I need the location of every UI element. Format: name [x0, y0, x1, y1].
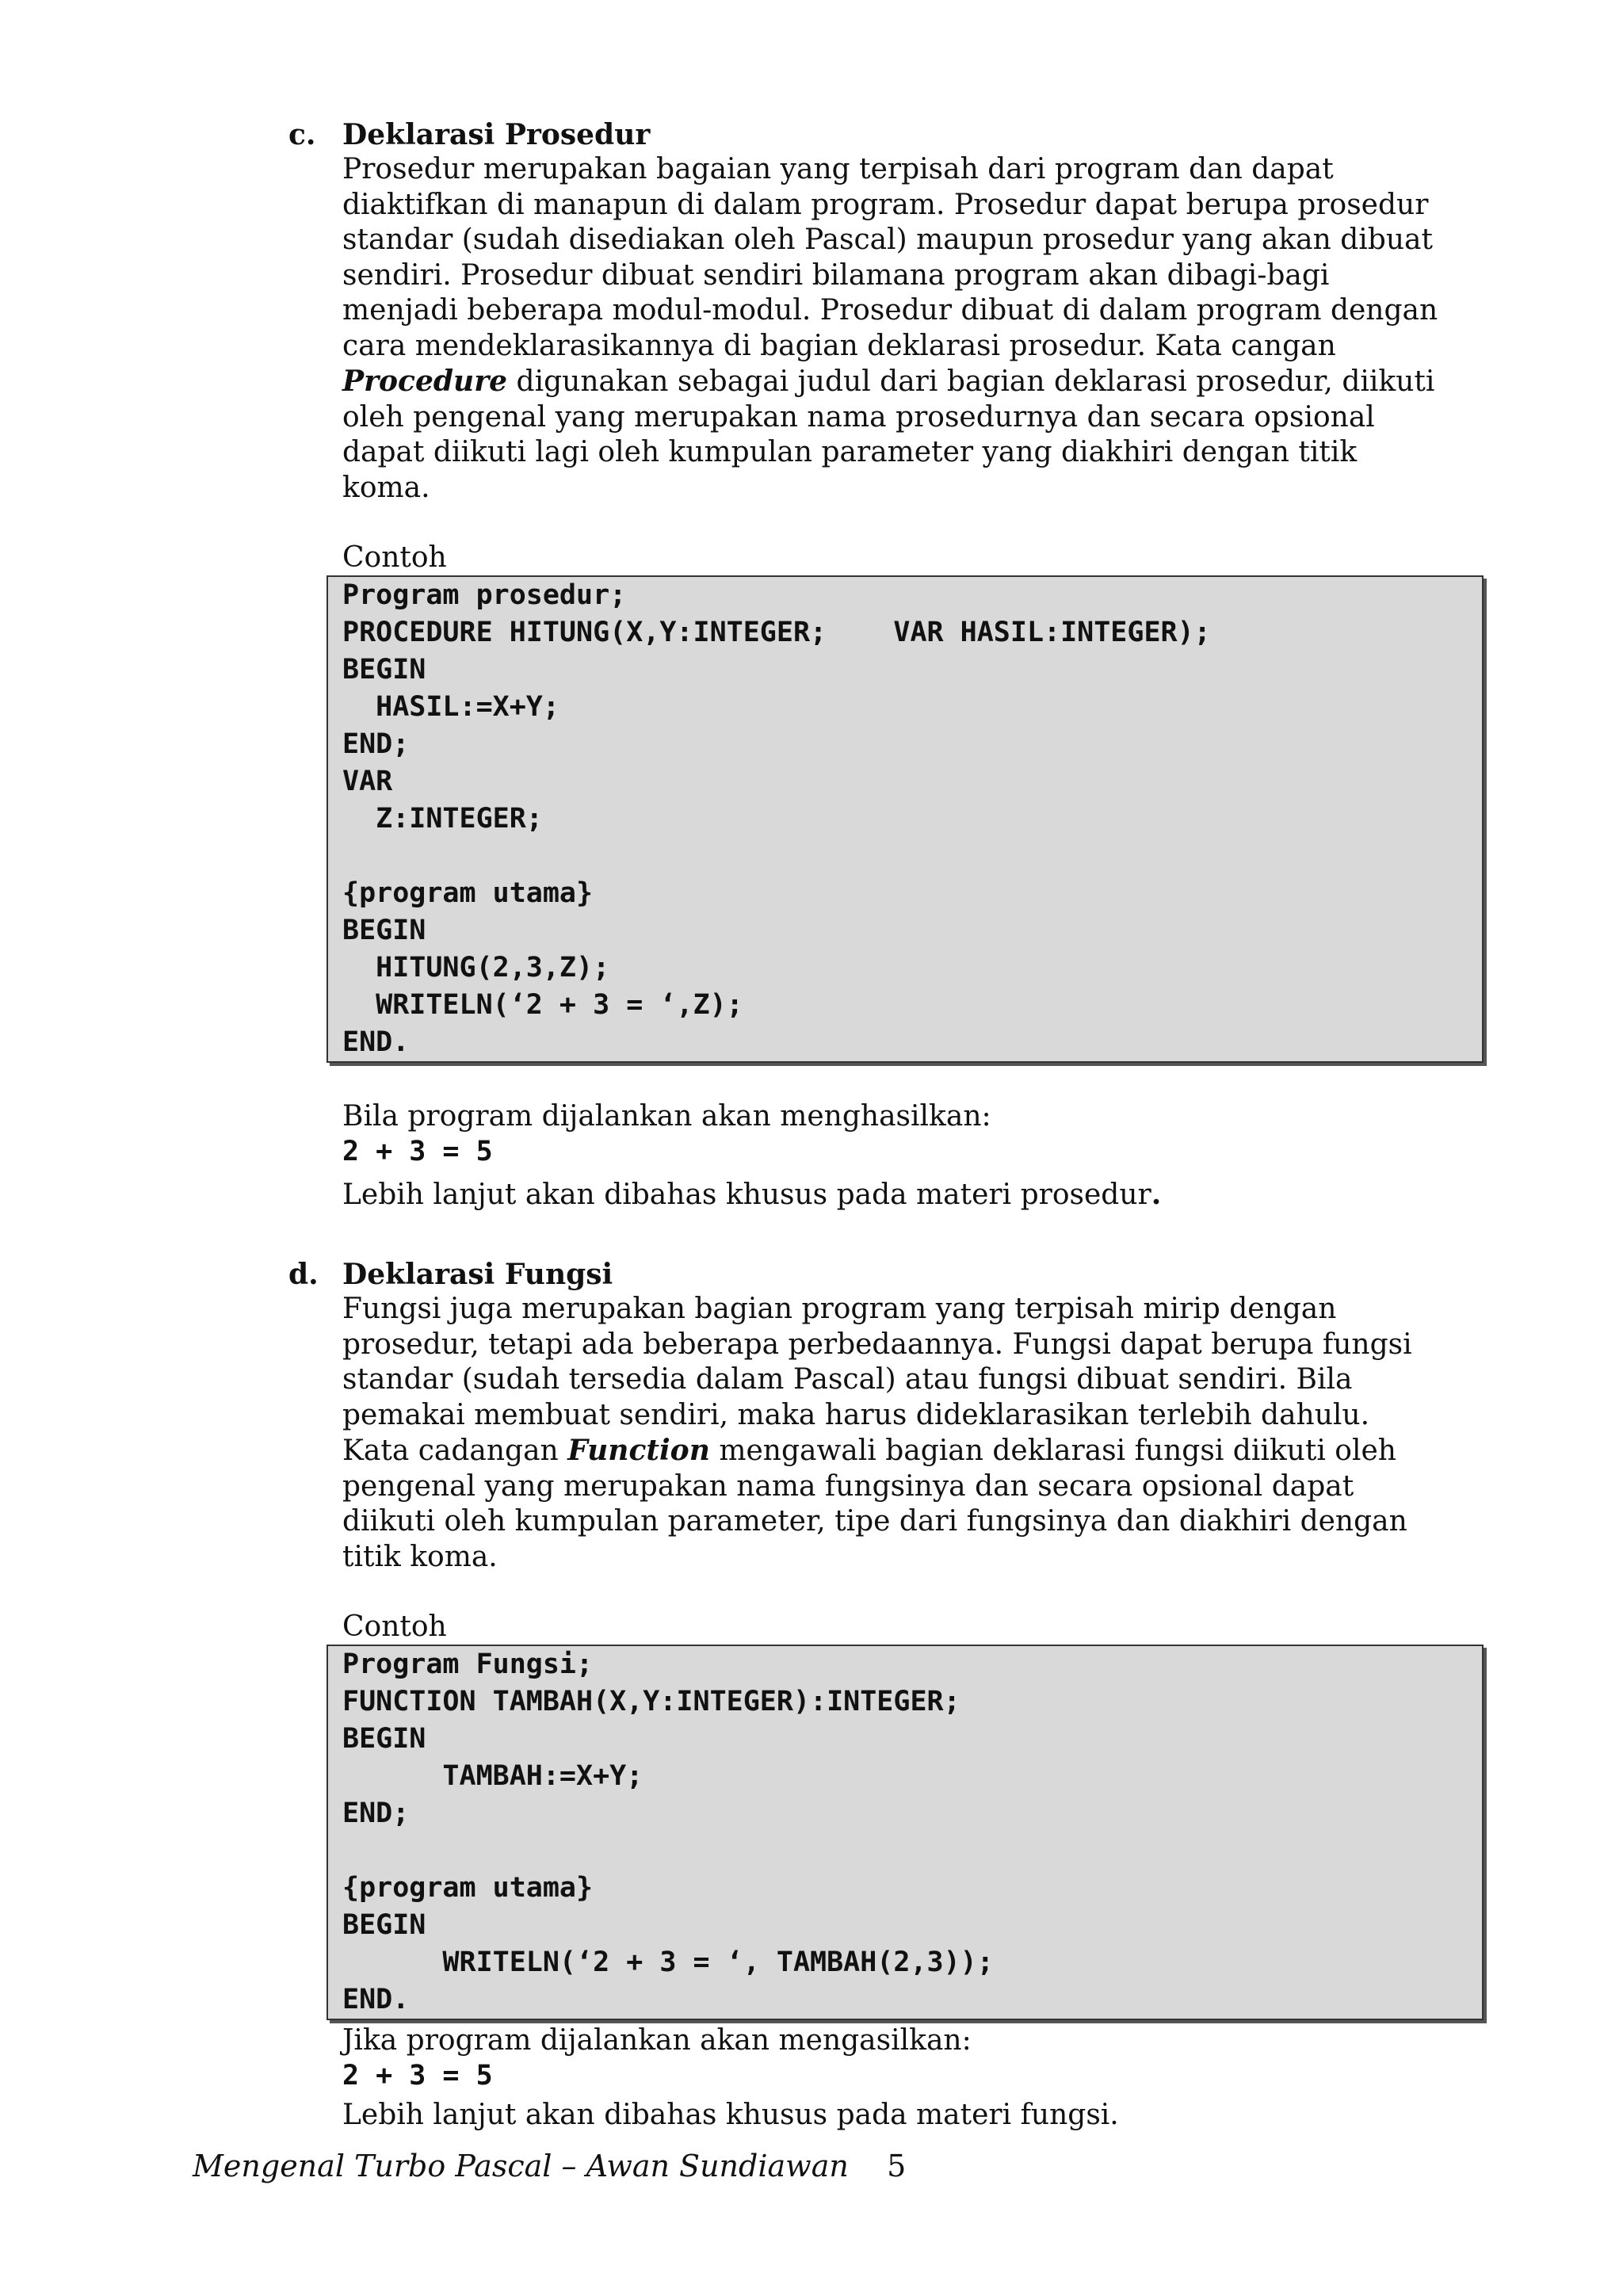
closing-period: .	[1151, 1178, 1162, 1211]
paragraph-line: dapat diikuti lagi oleh kumpulan parameter yang diakhiri dengan titik	[342, 436, 1358, 468]
code-line: BEGIN	[342, 1909, 426, 1941]
code-line: PROCEDURE HITUNG(X,Y:INTEGER; VAR HASIL:INTEGER);	[342, 617, 1211, 648]
section-body	[342, 1292, 1477, 2133]
closing-text: Lebih lanjut akan dibahas khusus pada materi fungsi.	[342, 2099, 1119, 2131]
paragraph-line: sendiri. Prosedur dibuat sendiri bilamana program akan dibagi-bagi	[342, 258, 1330, 292]
code-line: {program utama}	[342, 1872, 594, 1904]
code-line	[342, 838, 1482, 875]
paragraph-line: Fungsi juga merupakan bagian program yang terpisah mirip dengan	[342, 1293, 1337, 1325]
code-line: HASIL:=X+Y;	[342, 691, 559, 723]
code-line: Program Fungsi;	[342, 1648, 594, 1680]
section-letter: d.	[288, 1258, 319, 1291]
example-label: Contoh	[342, 541, 447, 574]
code-line: TAMBAH:=X+Y;	[342, 1760, 643, 1792]
example-label: Contoh	[342, 1610, 447, 1643]
keyword-line-prefix: Kata cadangan	[342, 1435, 568, 1467]
paragraph-line: standar (sudah disediakan oleh Pascal) maupun prosedur yang akan dibuat	[342, 223, 1433, 256]
paragraph-line: pemakai membuat sendiri, maka harus dideklarasikan terlebih dahulu.	[342, 1398, 1370, 1431]
page-footer	[193, 2146, 906, 2186]
section-heading	[288, 117, 1477, 152]
code-line: WRITELN(‘2 + 3 = ‘, TAMBAH(2,3));	[342, 1946, 994, 1978]
closing-text-body: Lebih lanjut akan dibahas khusus pada materi prosedur	[342, 1179, 1151, 1211]
keyword-function: Function	[567, 1434, 710, 1467]
code-line: HITUNG(2,3,Z);	[342, 952, 610, 984]
section-title: Deklarasi Prosedur	[342, 118, 651, 151]
code-line	[342, 1832, 1482, 1870]
code-line: END.	[342, 1984, 410, 2015]
code-line: VAR	[342, 766, 393, 797]
paragraph-line: Prosedur merupakan bagaian yang terpisah dari program dan dapat	[342, 153, 1334, 185]
paragraph-line: pengenal yang merupakan nama fungsinya dan secara opsional dapat	[342, 1469, 1354, 1503]
code-line: END;	[342, 1797, 410, 1829]
code-block-prosedur	[327, 575, 1484, 1063]
paragraph-line: standar (sudah tersedia dalam Pascal) atau fungsi dibuat sendiri. Bila	[342, 1363, 1353, 1396]
section-body	[342, 152, 1477, 1213]
paragraph-line: oleh pengenal yang merupakan nama prosedurnya dan secara opsional	[342, 400, 1375, 434]
section-deklarasi-prosedur	[288, 117, 1477, 1213]
code-line: BEGIN	[342, 654, 426, 686]
keyword-line-rest: digunakan sebagai judul dari bagian deklarasi prosedur, diikuti	[507, 365, 1435, 398]
code-line: BEGIN	[342, 915, 426, 946]
result-output: 2 + 3 = 5	[342, 1136, 493, 1167]
code-line: Program prosedur;	[342, 579, 627, 611]
keyword-line-rest: mengawali bagian deklarasi fungsi diikuti oleh	[709, 1435, 1396, 1467]
code-line: BEGIN	[342, 1723, 426, 1755]
result-intro: Jika program dijalankan akan mengasilkan:	[342, 2024, 972, 2057]
section-heading	[288, 1257, 1477, 1292]
code-line: Z:INTEGER;	[342, 803, 543, 835]
code-line: WRITELN(‘2 + 3 = ‘,Z);	[342, 989, 743, 1021]
footer-title: Mengenal Turbo Pascal – Awan Sundiawan	[193, 2149, 849, 2183]
paragraph-line: diaktifkan di manapun di dalam program. Prosedur dapat berupa prosedur	[342, 188, 1429, 221]
section-letter: c.	[288, 118, 316, 151]
closing-text	[342, 1177, 1477, 1213]
paragraph-line: cara mendeklarasikannya di bagian deklarasi prosedur. Kata cangan	[342, 329, 1336, 362]
section-deklarasi-fungsi	[288, 1257, 1477, 2133]
paragraph-line	[342, 364, 1477, 400]
section-title: Deklarasi Fungsi	[342, 1258, 613, 1291]
paragraph-line: titik koma.	[342, 1540, 498, 1573]
footer-spacer	[849, 2149, 887, 2183]
code-line: FUNCTION TAMBAH(X,Y:INTEGER):INTEGER;	[342, 1686, 960, 1717]
paragraph-line: koma.	[342, 471, 430, 504]
result-output: 2 + 3 = 5	[342, 2060, 493, 2092]
code-line: {program utama}	[342, 877, 594, 909]
paragraph-line: prosedur, tetapi ada beberapa perbedaannya. Fungsi dapat berupa fungsi	[342, 1328, 1412, 1361]
page-number: 5	[887, 2149, 907, 2183]
paragraph-line	[342, 1433, 1477, 1469]
keyword-procedure: Procedure	[342, 365, 508, 398]
code-block-fungsi	[327, 1645, 1484, 2020]
result-intro: Bila program dijalankan akan menghasilkan:	[342, 1100, 991, 1133]
paragraph-line: menjadi beberapa modul-modul. Prosedur dibuat di dalam program dengan	[342, 294, 1438, 327]
paragraph-line: diikuti oleh kumpulan parameter, tipe dari fungsinya dan diakhiri dengan	[342, 1505, 1407, 1538]
code-line: END.	[342, 1026, 410, 1058]
code-line: END;	[342, 728, 410, 760]
